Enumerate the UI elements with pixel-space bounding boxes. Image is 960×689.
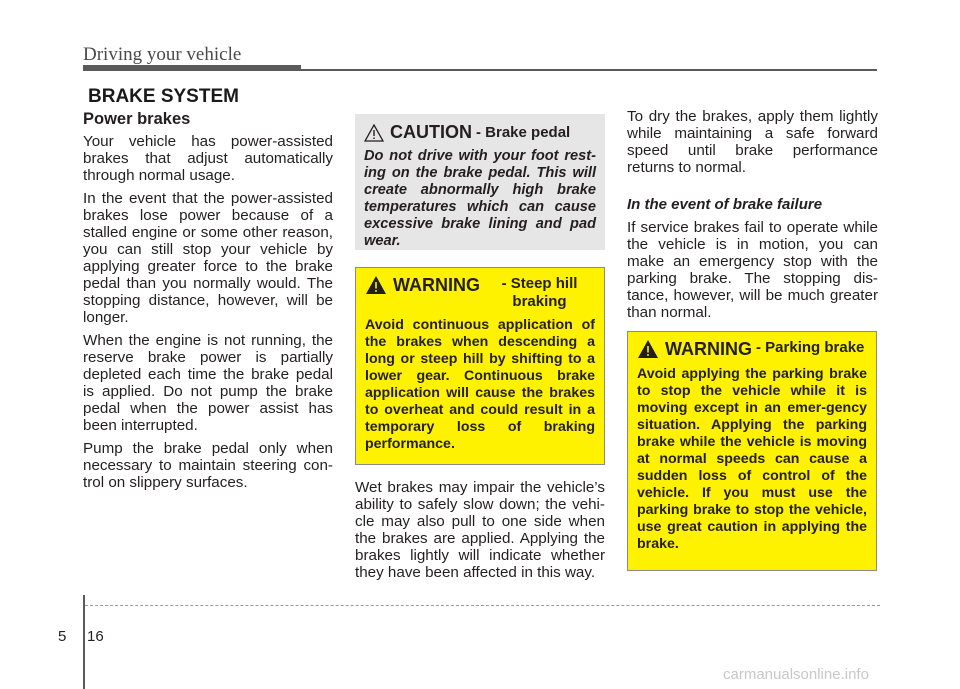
caution-body: Do not drive with your foot rest-ing on the brake pedal. This will create abnormally high brake temperatures which can cause excessive brake lining and pad wear. [364, 148, 596, 249]
caution-box [355, 114, 605, 250]
warning-parking-brake-header [637, 339, 867, 360]
paragraph: Your vehicle has power-assisted brakes that adjust automatically through normal usage. [83, 133, 333, 184]
header-rule [301, 69, 877, 71]
chapter-number: 5 [58, 628, 67, 645]
power-brakes-heading: Power brakes [83, 110, 191, 128]
paragraph: When the engine is not running, the reserve brake power is partially depleted each time the brake pedal is applied. Do not pump the brake pedal when the power assist has been interrupted. [83, 332, 333, 434]
caution-header [364, 122, 596, 143]
warning-topic: - Steep hill braking [501, 275, 578, 310]
watermark: carmanualsonline.info [723, 666, 869, 683]
warning-triangle-icon [637, 339, 659, 359]
warning-label: WARNING [393, 275, 480, 295]
paragraph: If service brakes fail to operate while the vehicle is in motion, you can make an emergency stop with the parking brake. The stopping dis-tance, however, will be much greater than normal. [627, 219, 878, 321]
wet-brakes-paragraph: Wet brakes may impair the vehicle’s ability to safely slow down; the vehi-cle may also pull to one side when the brakes are applied. Applying the brakes lightly will indicate whether they have been affected in this way. [355, 479, 605, 581]
warning-parking-brake-body: Avoid applying the parking brake to stop the vehicle while it is moving except in an emer-gency situation. Applying the parking brake while the vehicle is moving at normal speeds can cause a sudden loss of control of the vehicle. If you must use the parking brake to stop the vehicle, use great caution in applying the brake. [637, 366, 867, 552]
warning-steep-hill-header [365, 275, 595, 311]
warning-steep-hill-body: Avoid continuous application of the brakes when descending a long or steep hill by shifting to a lower gear. Continuous brake application will cause the brakes to overheat and could result in a temporary loss of braking performance. [365, 317, 595, 452]
warning-parking-brake-box [627, 331, 877, 571]
warning-steep-hill-box [355, 267, 605, 465]
footer-dashed-rule [85, 605, 880, 606]
brake-failure-heading: In the event of brake failure [627, 196, 823, 213]
paragraph: Pump the brake pedal only when necessary to maintain steering con-trol on slippery surfaces. [83, 440, 333, 491]
column-brake-failure [627, 108, 878, 327]
warning-triangle-icon [365, 275, 387, 295]
footer-vertical-rule [83, 595, 85, 689]
page-number: 16 [87, 628, 104, 645]
caution-topic: - Brake pedal [476, 124, 571, 141]
paragraph: To dry the brakes, apply them lightly while maintaining a safe forward speed until brake performance returns to normal. [627, 108, 878, 176]
header-title: Driving your vehicle [83, 44, 242, 65]
caution-label: CAUTION [390, 122, 472, 142]
column-power-brakes [83, 111, 333, 497]
caution-triangle-icon [364, 124, 384, 142]
section-title: BRAKE SYSTEM [88, 86, 239, 107]
warning-topic: - Parking brake [756, 339, 865, 356]
paragraph: In the event that the power-assisted brakes lose power because of a stalled engine or some other reason, you can still stop your vehicle by applying greater force to the brake pedal than you normally would. The stopping distance, however, will be longer. [83, 190, 333, 326]
header-bar [83, 65, 301, 71]
warning-label: WARNING [665, 339, 752, 359]
